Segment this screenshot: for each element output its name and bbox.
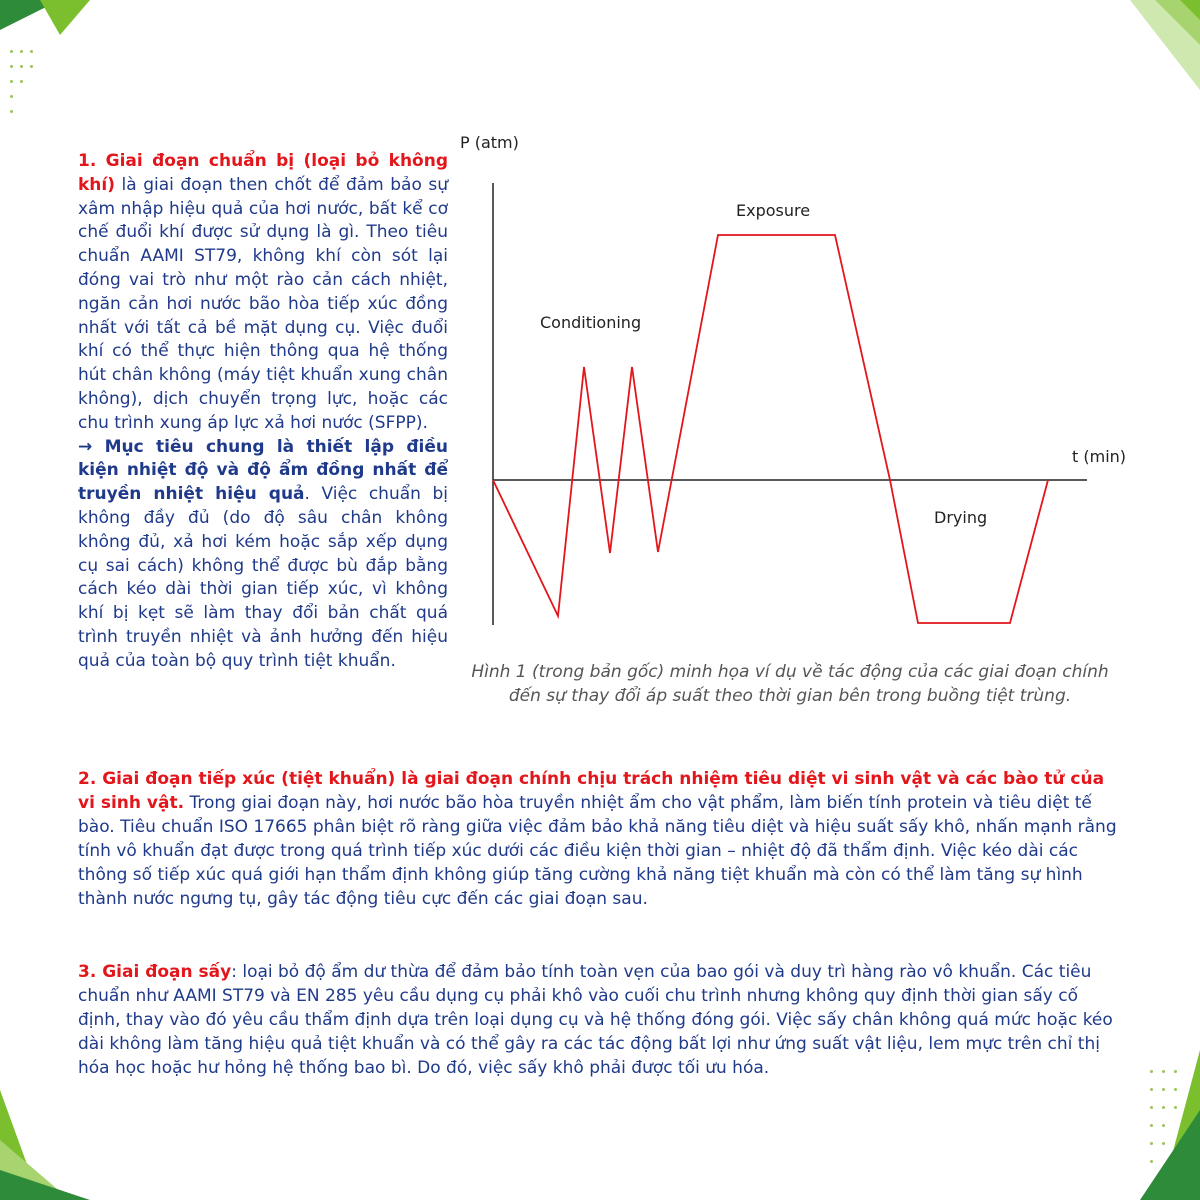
pressure-curve (493, 235, 1048, 623)
section-3-body: : loại bỏ độ ẩm dư thừa để đảm bảo tính toàn vẹn của bao gói và duy trì hàng rào vô khuẩn. Các tiêu chuẩn như AAMI ST79 và EN 285 yêu cầu dụng cụ phải khô vào cuối chu trình nhưng không quy định thời gian sấy cố định, thay vào đó yêu cầu thẩm định dựa trên loại dụng cụ và hệ thống đóng gói. Việc sấy chân không quá mức hoặc kéo dài không làm tăng hiệu quả tiệt khuẩn và có thể gây ra các tác động bất lợi như ứng suất vật liệu, lem mực trên chỉ thị hóa học hoặc hư hỏng hệ thống bao bì. Do đó, việc sấy khô phải được tối ưu hóa. (78, 962, 1113, 1078)
section-1-paragraph (78, 150, 448, 674)
section-1-emphasis: Mục tiêu chung là thiết lập điều kiện nhiệt độ và độ ẩm đồng nhất để truyền nhiệt hiệu quả (78, 436, 448, 505)
section-1-heading: 1. Giai đoạn chuẩn bị (loại bỏ không khí) (78, 151, 448, 195)
section-3-heading: 3. Giai đoạn sấy (78, 962, 232, 982)
arrow-symbol: → (78, 436, 105, 457)
dot-pattern-right (1150, 1070, 1190, 1180)
top-right-decoration (1100, 0, 1200, 130)
section-2-paragraph (78, 767, 1118, 911)
label-drying: Drying (934, 508, 988, 527)
pressure-time-diagram (460, 125, 1160, 625)
dot-pattern-left (10, 50, 50, 120)
y-axis-label: P (atm) (460, 133, 519, 152)
label-conditioning: Conditioning (540, 313, 642, 332)
bottom-left-decoration (0, 1060, 90, 1200)
section-3-paragraph (78, 960, 1118, 1080)
caption-line-1: Hình 1 (trong bản gốc) minh họa ví dụ về tác động của các giai đoạn chính (471, 662, 1109, 682)
section-2-heading: 2. Giai đoạn tiếp xúc (tiệt khuẩn) là giai đoạn chính chịu trách nhiệm tiêu diệt vi sinh vật và các bào tử của vi sinh vật. (78, 769, 1105, 813)
section-1-body-2: . Việc chuẩn bị không đầy đủ (do độ sâu chân không không đủ, xả hơi kém hoặc sắp xếp dụng cụ sai cách) không thể được bù đắp bằng cách kéo dài thời gian tiếp xúc, vì không khí bị kẹt sẽ làm thay đổi bản chất quá trình truyền nhiệt và ảnh hưởng đến hiệu quả của toàn bộ quy trình tiệt khuẩn. (78, 484, 448, 671)
section-1-body: là giai đoạn then chốt để đảm bảo sự xâm nhập hiệu quả của hơi nước, bất kể cơ chế đuổi khí được sử dụng là gì. Theo tiêu chuẩn AAMI ST79, không khí còn sót lại đóng vai trò như một rào cản cách nhiệt, ngăn cản hơi nước bão hòa tiếp xúc đồng nhất với tất cả bề mặt dụng cụ. Việc đuổi khí có thể thực hiện thông qua hệ thống hút chân không (máy tiệt khuẩn xung chân không), dịch chuyển trọng lực, hoặc các chu trình xung áp lực xả hơi nước (SFPP). (78, 174, 448, 433)
label-exposure: Exposure (736, 201, 811, 220)
x-axis-label: t (min) (1072, 447, 1127, 466)
caption-line-2: đến sự thay đổi áp suất theo thời gian bên trong buồng tiệt trùng. (508, 686, 1072, 706)
top-left-decoration (0, 0, 110, 50)
section-2-body: Trong giai đoạn này, hơi nước bão hòa truyền nhiệt ẩm cho vật phẩm, làm biến tính protein và tiêu diệt tế bào. Tiêu chuẩn ISO 17665 phân biệt rõ ràng giữa việc đảm bảo khả năng tiêu diệt và hiệu suất sấy khô, nhấn mạnh rằng tính vô khuẩn đạt được trong quá trình tiếp xúc dưới các điều kiện thời gian – nhiệt độ đã thẩm định. Việc kéo dài các thông số tiếp xúc quá giới hạn thẩm định không giúp tăng cường khả năng tiệt khuẩn mà còn có thể làm tăng sự hình thành nước ngưng tụ, gây tác động tiêu cực đến các giai đoạn sau. (78, 793, 1117, 909)
figure-caption (470, 660, 1110, 708)
